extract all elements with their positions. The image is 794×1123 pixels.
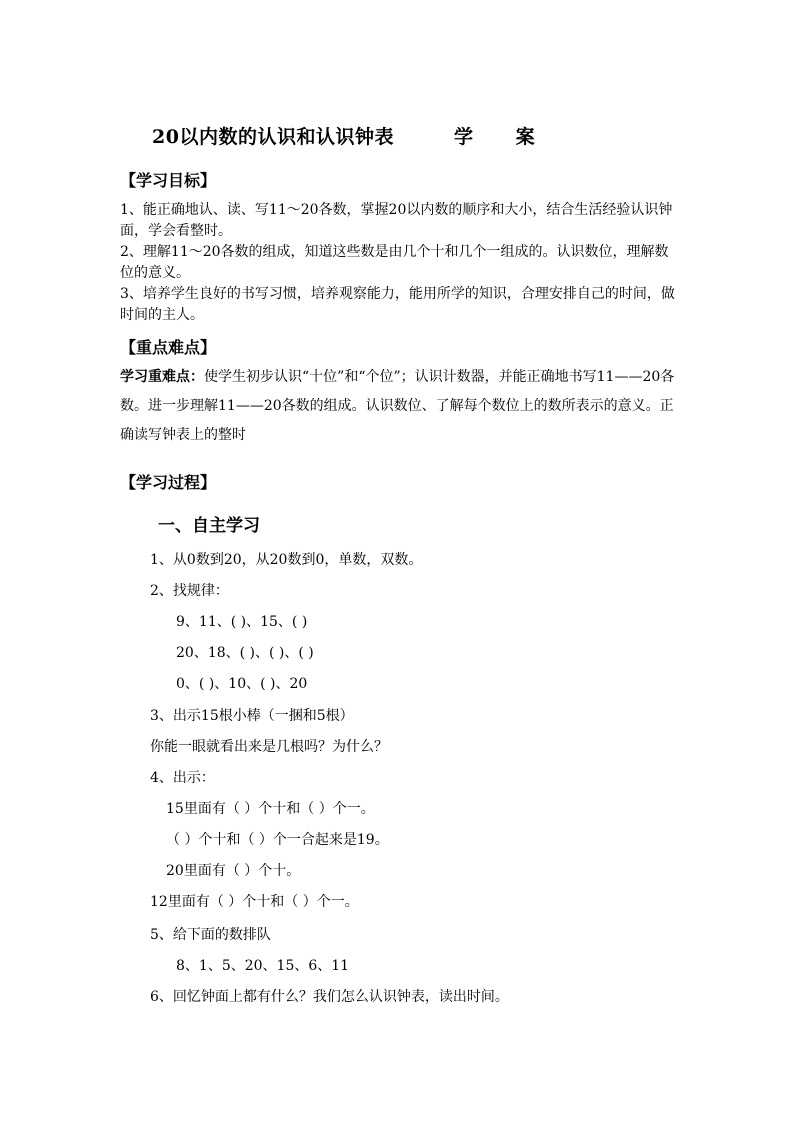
goal-item: 3、培养学生良好的书写习惯，培养观察能力，能用所学的知识，合理安排自己的时间，做时间的主人。 [120, 286, 675, 323]
goals-heading: 【学习目标】 [120, 171, 217, 190]
process-line: 2、找规律： [150, 583, 229, 599]
process-line: 3、出示15根小棒（一捆和5根） [150, 708, 354, 724]
goal-item: 1、能正确地认、读、写11～20各数，掌握20以内数的顺序和大小，结合生活经验认识钟面，学会看整时。 [120, 202, 673, 239]
process-line: 12里面有（ ）个十和（ ）个一。 [150, 894, 359, 910]
process-line: 15里面有（ ）个十和（ ）个一。 [166, 801, 375, 817]
process-line: 0、( )、10、( )、20 [176, 676, 308, 692]
process-line: 8、1、5、20、15、6、11 [176, 958, 350, 974]
key-points-label: 学习重难点： [120, 369, 204, 385]
title-main: 20以内数的认识和认识钟表 [152, 126, 394, 148]
process-line: 20、18、( )、( )、( ) [176, 645, 314, 661]
process-line: 你能一眼就看出来是几根吗？为什么？ [150, 739, 388, 755]
key-points-paragraph [120, 363, 682, 450]
process-heading: 【学习过程】 [120, 473, 217, 492]
process-line: 20里面有（ ）个十。 [166, 863, 301, 879]
process-line: 6、回忆钟面上都有什么？我们怎么认识钟表，读出时间。 [150, 989, 509, 1005]
key-points-text: 使学生初步认识“十位”和“个位”；认识计数器，并能正确地书写11——20各数。进一步理解11——20各数的组成。认识数位、了解每个数位上的数所表示的意义。正确读写钟表上的整时 [120, 369, 675, 443]
goals-list [120, 200, 680, 326]
document-title [152, 122, 553, 149]
goal-item: 2、理解11～20各数的组成，知道这些数是由几个十和几个一组成的。认识数位，理解数位的意义。 [120, 244, 669, 281]
process-line: 1、从0数到20，从20数到0，单数，双数。 [150, 552, 423, 568]
process-line: 9、11、( )、15、( ) [176, 614, 308, 630]
title-suffix: 学 案 [453, 126, 553, 148]
process-line: （ ）个十和（ ）个一合起来是19。 [166, 832, 389, 848]
process-line: 4、出示： [150, 770, 215, 786]
key-points-heading: 【重点难点】 [120, 338, 217, 357]
process-subheading: 一、自主学习 [158, 516, 260, 536]
process-line: 5、给下面的数排队 [150, 927, 271, 943]
